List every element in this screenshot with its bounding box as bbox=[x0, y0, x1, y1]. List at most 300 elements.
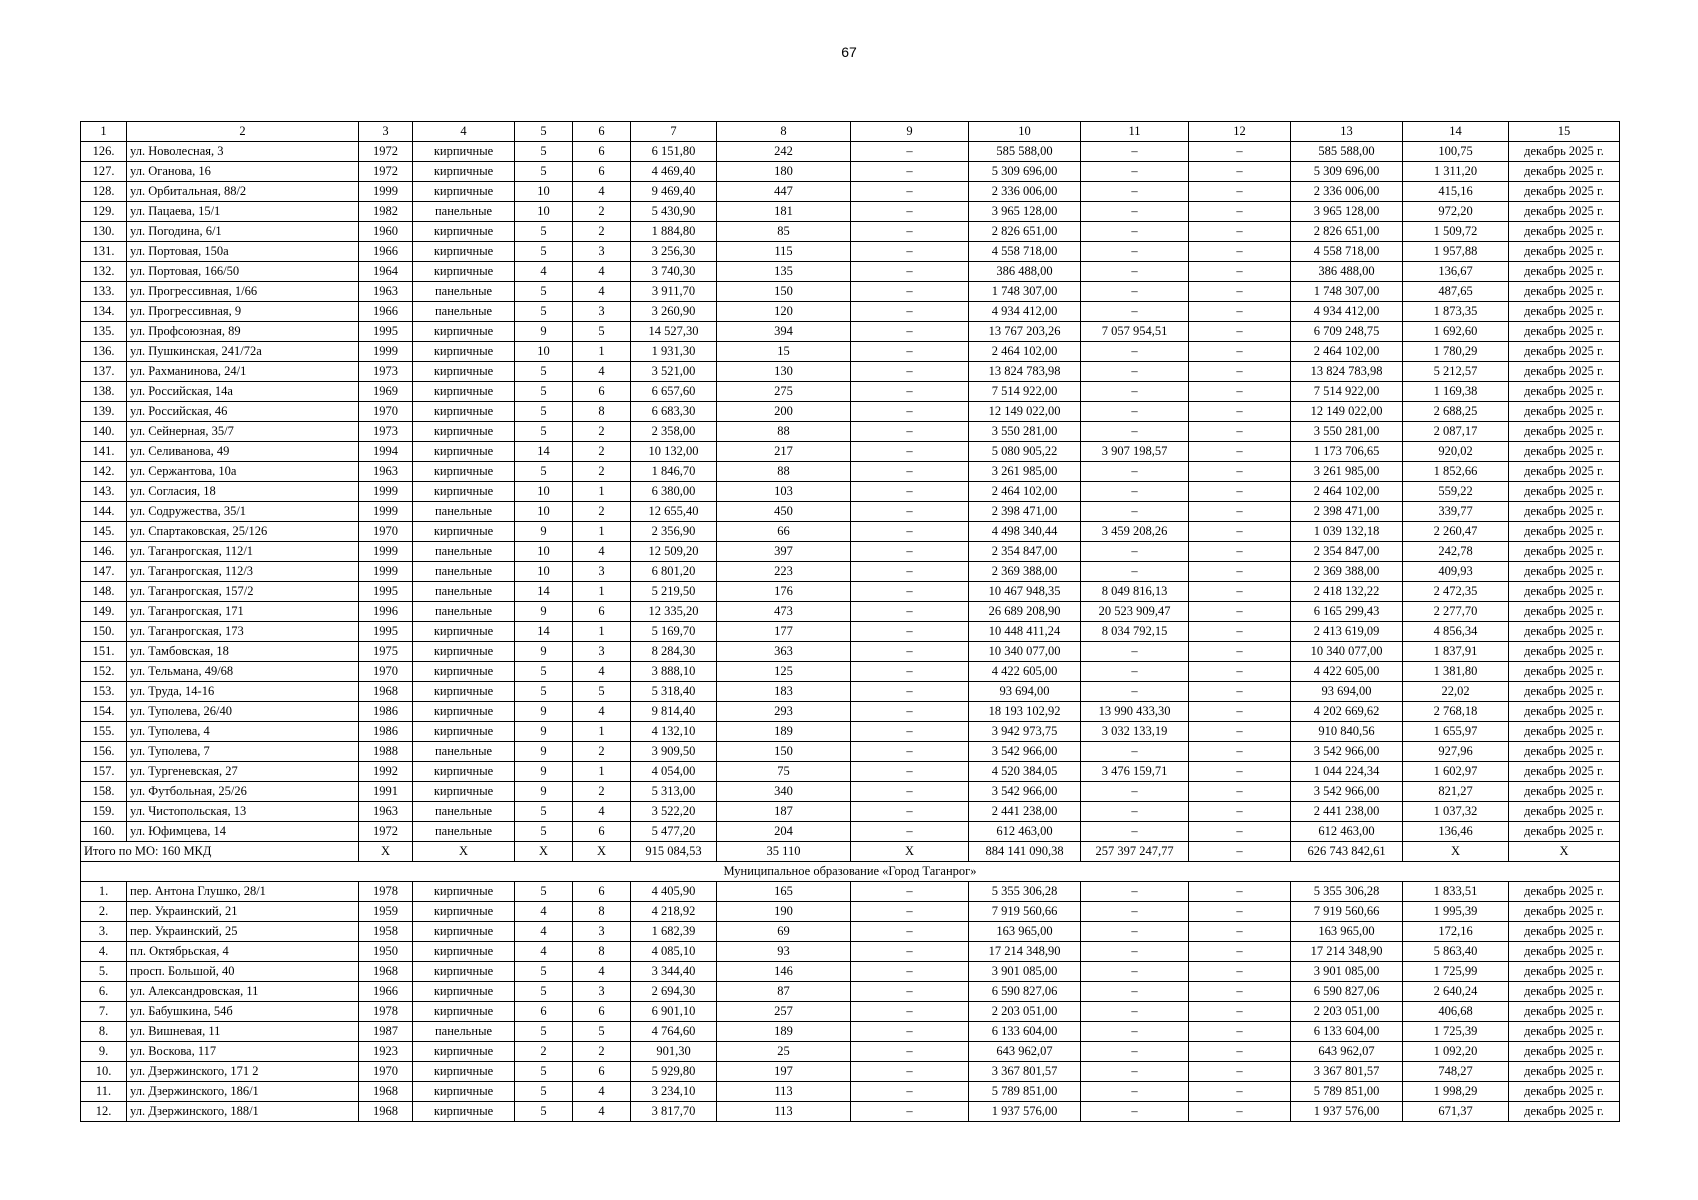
table-cell: 1970 bbox=[359, 522, 413, 542]
table-cell: 3 817,70 bbox=[631, 1102, 717, 1122]
table-cell: декабрь 2025 г. bbox=[1509, 222, 1620, 242]
table-cell: 397 bbox=[717, 542, 851, 562]
table-cell: 2 bbox=[515, 1042, 573, 1062]
table-cell: 5 bbox=[515, 362, 573, 382]
table-cell: 93 bbox=[717, 942, 851, 962]
table-cell: 5 313,00 bbox=[631, 782, 717, 802]
table-cell: 140. bbox=[81, 422, 127, 442]
table-cell: декабрь 2025 г. bbox=[1509, 782, 1620, 802]
table-cell: 2 369 388,00 bbox=[1291, 562, 1403, 582]
table-cell: 139. bbox=[81, 402, 127, 422]
table-cell: – bbox=[851, 1042, 969, 1062]
table-cell: 450 bbox=[717, 502, 851, 522]
table-cell: 1 bbox=[573, 582, 631, 602]
table-cell: 1987 bbox=[359, 1022, 413, 1042]
table-cell: – bbox=[1081, 402, 1189, 422]
table-cell: 127. bbox=[81, 162, 127, 182]
table-cell: ул. Профсоюзная, 89 bbox=[127, 322, 359, 342]
table-cell: 3 907 198,57 bbox=[1081, 442, 1189, 462]
table-cell: 10 bbox=[515, 202, 573, 222]
table-row bbox=[81, 242, 1620, 262]
table-cell: 88 bbox=[717, 462, 851, 482]
table-cell: 1 852,66 bbox=[1403, 462, 1509, 482]
table-cell: 10 bbox=[515, 562, 573, 582]
table-cell: панельные bbox=[413, 302, 515, 322]
table-cell: – bbox=[1081, 482, 1189, 502]
table-cell: 275 bbox=[717, 382, 851, 402]
table-cell: 9 bbox=[515, 642, 573, 662]
table-cell: ул. Тельмана, 49/68 bbox=[127, 662, 359, 682]
table-row bbox=[81, 682, 1620, 702]
table-cell: ул. Сейнерная, 35/7 bbox=[127, 422, 359, 442]
table-cell: 1. bbox=[81, 882, 127, 902]
table-cell: 242 bbox=[717, 142, 851, 162]
table-cell: 2 336 006,00 bbox=[969, 182, 1081, 202]
table-cell: кирпичные bbox=[413, 662, 515, 682]
table-cell: 14 bbox=[515, 622, 573, 642]
table-cell: ул. Таганрогская, 157/2 bbox=[127, 582, 359, 602]
table-cell: кирпичные bbox=[413, 922, 515, 942]
table-cell: 2 441 238,00 bbox=[969, 802, 1081, 822]
table-cell: декабрь 2025 г. bbox=[1509, 962, 1620, 982]
table-cell: 5 bbox=[515, 962, 573, 982]
table-cell: 8 034 792,15 bbox=[1081, 622, 1189, 642]
table-cell: 1999 bbox=[359, 562, 413, 582]
table-cell: 2 203 051,00 bbox=[969, 1002, 1081, 1022]
table-cell: 1 873,35 bbox=[1403, 302, 1509, 322]
table-cell: 406,68 bbox=[1403, 1002, 1509, 1022]
table-cell: ул. Дзержинского, 171 2 bbox=[127, 1062, 359, 1082]
table-cell: – bbox=[851, 1022, 969, 1042]
table-cell: 748,27 bbox=[1403, 1062, 1509, 1082]
table-cell: 1988 bbox=[359, 742, 413, 762]
table-cell: 113 bbox=[717, 1082, 851, 1102]
table-cell: 3 bbox=[573, 642, 631, 662]
table-cell: декабрь 2025 г. bbox=[1509, 562, 1620, 582]
table-cell: – bbox=[1189, 942, 1291, 962]
table-cell: просп. Большой, 40 bbox=[127, 962, 359, 982]
table-cell: 559,22 bbox=[1403, 482, 1509, 502]
table-cell: – bbox=[851, 182, 969, 202]
table-cell: декабрь 2025 г. bbox=[1509, 1042, 1620, 1062]
table-cell: – bbox=[851, 162, 969, 182]
table-cell: – bbox=[1189, 182, 1291, 202]
table-cell: 1995 bbox=[359, 322, 413, 342]
table-cell: 1972 bbox=[359, 822, 413, 842]
table-cell: 25 bbox=[717, 1042, 851, 1062]
table-cell: 138. bbox=[81, 382, 127, 402]
table-cell: 157. bbox=[81, 762, 127, 782]
table-cell: 4 558 718,00 bbox=[1291, 242, 1403, 262]
table-cell: 5 789 851,00 bbox=[969, 1082, 1081, 1102]
table-cell: 3 909,50 bbox=[631, 742, 717, 762]
table-cell: 4 469,40 bbox=[631, 162, 717, 182]
table-cell: – bbox=[851, 242, 969, 262]
table-row bbox=[81, 202, 1620, 222]
table-cell: панельные bbox=[413, 562, 515, 582]
table-cell: 17 214 348,90 bbox=[969, 942, 1081, 962]
table-cell: 10. bbox=[81, 1062, 127, 1082]
table-cell: 9 bbox=[515, 702, 573, 722]
table-cell: 2 bbox=[573, 442, 631, 462]
table-cell: панельные bbox=[413, 742, 515, 762]
table-cell: 1960 bbox=[359, 222, 413, 242]
table-cell: – bbox=[1189, 382, 1291, 402]
table-cell: – bbox=[851, 902, 969, 922]
table-cell: – bbox=[851, 322, 969, 342]
table-cell: 3 542 966,00 bbox=[1291, 782, 1403, 802]
table-cell: 394 bbox=[717, 322, 851, 342]
table-cell: 204 bbox=[717, 822, 851, 842]
table-cell: – bbox=[1189, 442, 1291, 462]
table-cell: – bbox=[1189, 362, 1291, 382]
table-cell: 3 bbox=[573, 982, 631, 1002]
register-table bbox=[80, 121, 1620, 1122]
table-cell: 2 bbox=[573, 502, 631, 522]
table-cell: 1 995,39 bbox=[1403, 902, 1509, 922]
table-cell: 181 bbox=[717, 202, 851, 222]
table-cell: 920,02 bbox=[1403, 442, 1509, 462]
table-cell: 3 367 801,57 bbox=[969, 1062, 1081, 1082]
table-cell: 10 bbox=[515, 542, 573, 562]
section-title: Муниципальное образование «Город Таганрог» bbox=[81, 862, 1620, 882]
table-cell: 2 398 471,00 bbox=[969, 502, 1081, 522]
table-cell: 4 bbox=[573, 962, 631, 982]
table-cell: декабрь 2025 г. bbox=[1509, 882, 1620, 902]
table-cell: 5 169,70 bbox=[631, 622, 717, 642]
table-cell: 4 054,00 bbox=[631, 762, 717, 782]
table-cell: 5 309 696,00 bbox=[1291, 162, 1403, 182]
table-cell: декабрь 2025 г. bbox=[1509, 1062, 1620, 1082]
table-cell: 3. bbox=[81, 922, 127, 942]
table-cell: 1 bbox=[573, 482, 631, 502]
table-cell: декабрь 2025 г. bbox=[1509, 362, 1620, 382]
table-cell: 5 bbox=[515, 302, 573, 322]
table-cell: 1 bbox=[573, 622, 631, 642]
table-cell: ул. Чистопольская, 13 bbox=[127, 802, 359, 822]
table-cell: ул. Туполева, 26/40 bbox=[127, 702, 359, 722]
table-row bbox=[81, 482, 1620, 502]
table-cell: 9 469,40 bbox=[631, 182, 717, 202]
table-cell: 1 173 706,65 bbox=[1291, 442, 1403, 462]
table-cell: 3 032 133,19 bbox=[1081, 722, 1189, 742]
table-cell: – bbox=[1081, 742, 1189, 762]
table-cell: декабрь 2025 г. bbox=[1509, 382, 1620, 402]
table-cell: 4 218,92 bbox=[631, 902, 717, 922]
table-cell: – bbox=[1081, 542, 1189, 562]
table-cell: 10 467 948,35 bbox=[969, 582, 1081, 602]
table-cell: – bbox=[851, 782, 969, 802]
table-cell: – bbox=[851, 502, 969, 522]
table-cell: – bbox=[1081, 1082, 1189, 1102]
table-cell: 1986 bbox=[359, 702, 413, 722]
table-cell: – bbox=[1189, 202, 1291, 222]
table-cell: 8 bbox=[573, 402, 631, 422]
table-cell: 4 bbox=[573, 1082, 631, 1102]
table-cell: 144. bbox=[81, 502, 127, 522]
table-cell: 2 826 651,00 bbox=[1291, 222, 1403, 242]
table-cell: – bbox=[1189, 802, 1291, 822]
table-cell: ул. Таганрогская, 173 bbox=[127, 622, 359, 642]
total-cell: X bbox=[851, 842, 969, 862]
table-cell: – bbox=[851, 662, 969, 682]
table-cell: 3 965 128,00 bbox=[1291, 202, 1403, 222]
table-cell: 197 bbox=[717, 1062, 851, 1082]
table-cell: 1999 bbox=[359, 482, 413, 502]
table-cell: 10 bbox=[515, 342, 573, 362]
table-cell: 293 bbox=[717, 702, 851, 722]
table-cell: 151. bbox=[81, 642, 127, 662]
table-cell: 1 169,38 bbox=[1403, 382, 1509, 402]
column-number: 10 bbox=[969, 122, 1081, 142]
table-cell: – bbox=[851, 262, 969, 282]
table-cell: 5 bbox=[515, 802, 573, 822]
table-cell: декабрь 2025 г. bbox=[1509, 242, 1620, 262]
table-cell: 2 472,35 bbox=[1403, 582, 1509, 602]
table-cell: 103 bbox=[717, 482, 851, 502]
table-cell: ул. Прогрессивная, 1/66 bbox=[127, 282, 359, 302]
table-cell: 85 bbox=[717, 222, 851, 242]
table-cell: 1968 bbox=[359, 1102, 413, 1122]
table-cell: – bbox=[1189, 582, 1291, 602]
table-cell: кирпичные bbox=[413, 242, 515, 262]
table-cell: 4 bbox=[573, 1102, 631, 1122]
table-cell: панельные bbox=[413, 542, 515, 562]
table-cell: 3 911,70 bbox=[631, 282, 717, 302]
table-cell: 2 441 238,00 bbox=[1291, 802, 1403, 822]
table-row bbox=[81, 722, 1620, 742]
table-cell: 136,46 bbox=[1403, 822, 1509, 842]
section-title-row bbox=[81, 862, 1620, 882]
table-cell: 6. bbox=[81, 982, 127, 1002]
table-cell: – bbox=[851, 602, 969, 622]
table-cell: 2 688,25 bbox=[1403, 402, 1509, 422]
table-cell: 1 692,60 bbox=[1403, 322, 1509, 342]
table-cell: 1 682,39 bbox=[631, 922, 717, 942]
table-cell: – bbox=[1189, 662, 1291, 682]
table-cell: 2 640,24 bbox=[1403, 982, 1509, 1002]
table-cell: 1966 bbox=[359, 982, 413, 1002]
table-cell: кирпичные bbox=[413, 902, 515, 922]
table-cell: 187 bbox=[717, 802, 851, 822]
table-cell: 6 380,00 bbox=[631, 482, 717, 502]
table-cell: 14 bbox=[515, 582, 573, 602]
table-cell: 130. bbox=[81, 222, 127, 242]
table-cell: 1963 bbox=[359, 802, 413, 822]
table-cell: 2 464 102,00 bbox=[969, 342, 1081, 362]
total-cell: X bbox=[515, 842, 573, 862]
table-cell: панельные bbox=[413, 502, 515, 522]
table-cell: 136. bbox=[81, 342, 127, 362]
table-cell: декабрь 2025 г. bbox=[1509, 322, 1620, 342]
table-cell: 927,96 bbox=[1403, 742, 1509, 762]
table-cell: – bbox=[1081, 662, 1189, 682]
table-cell: 17 214 348,90 bbox=[1291, 942, 1403, 962]
table-cell: 1 bbox=[573, 722, 631, 742]
table-cell: 4 bbox=[573, 182, 631, 202]
table-cell: – bbox=[1081, 302, 1189, 322]
table-cell: кирпичные bbox=[413, 782, 515, 802]
table-cell: 6 bbox=[573, 162, 631, 182]
table-cell: декабрь 2025 г. bbox=[1509, 342, 1620, 362]
table-cell: – bbox=[1081, 1042, 1189, 1062]
table-row bbox=[81, 982, 1620, 1002]
table-cell: 5 bbox=[515, 422, 573, 442]
table-cell: 6 901,10 bbox=[631, 1002, 717, 1022]
table-cell: – bbox=[1081, 642, 1189, 662]
table-cell: 176 bbox=[717, 582, 851, 602]
table-row bbox=[81, 522, 1620, 542]
table-cell: 134. bbox=[81, 302, 127, 322]
table-cell: 13 990 433,30 bbox=[1081, 702, 1189, 722]
table-cell: декабрь 2025 г. bbox=[1509, 602, 1620, 622]
table-cell: 5 bbox=[515, 142, 573, 162]
table-row bbox=[81, 222, 1620, 242]
table-cell: декабрь 2025 г. bbox=[1509, 822, 1620, 842]
table-row bbox=[81, 942, 1620, 962]
table-cell: – bbox=[1081, 282, 1189, 302]
table-cell: – bbox=[851, 762, 969, 782]
table-cell: декабрь 2025 г. bbox=[1509, 402, 1620, 422]
table-cell: 217 bbox=[717, 442, 851, 462]
table-cell: 152. bbox=[81, 662, 127, 682]
table-cell: кирпичные bbox=[413, 522, 515, 542]
table-cell: 1969 bbox=[359, 382, 413, 402]
table-cell: – bbox=[1189, 762, 1291, 782]
total-cell: X bbox=[413, 842, 515, 862]
table-cell: 6 133 604,00 bbox=[969, 1022, 1081, 1042]
table-cell: – bbox=[1189, 1062, 1291, 1082]
table-cell: 1964 bbox=[359, 262, 413, 282]
table-cell: 3 bbox=[573, 302, 631, 322]
table-cell: 2 826 651,00 bbox=[969, 222, 1081, 242]
table-cell: 3 942 973,75 bbox=[969, 722, 1081, 742]
table-cell: – bbox=[1081, 142, 1189, 162]
table-cell: ул. Бабушкина, 54б bbox=[127, 1002, 359, 1022]
table-row bbox=[81, 1062, 1620, 1082]
table-cell: – bbox=[1189, 242, 1291, 262]
table-cell: 643 962,07 bbox=[1291, 1042, 1403, 1062]
table-cell: 12 335,20 bbox=[631, 602, 717, 622]
table-cell: 1963 bbox=[359, 462, 413, 482]
table-cell: – bbox=[1189, 882, 1291, 902]
table-cell: декабрь 2025 г. bbox=[1509, 582, 1620, 602]
table-cell: 1959 bbox=[359, 902, 413, 922]
table-cell: – bbox=[851, 442, 969, 462]
table-cell: 4 bbox=[573, 662, 631, 682]
table-cell: кирпичные bbox=[413, 882, 515, 902]
table-cell: 20 523 909,47 bbox=[1081, 602, 1189, 622]
table-cell: 8 bbox=[573, 902, 631, 922]
table-cell: 1973 bbox=[359, 422, 413, 442]
table-cell: ул. Труда, 14-16 bbox=[127, 682, 359, 702]
table-cell: – bbox=[1081, 982, 1189, 1002]
table-cell: – bbox=[1189, 722, 1291, 742]
table-cell: ул. Рахманинова, 24/1 bbox=[127, 362, 359, 382]
table-cell: 5 bbox=[515, 462, 573, 482]
column-number: 5 bbox=[515, 122, 573, 142]
table-cell: кирпичные bbox=[413, 1082, 515, 1102]
table-cell: 1 bbox=[573, 522, 631, 542]
total-cell: 257 397 247,77 bbox=[1081, 842, 1189, 862]
table-cell: декабрь 2025 г. bbox=[1509, 162, 1620, 182]
table-cell: 4 558 718,00 bbox=[969, 242, 1081, 262]
table-cell: ул. Портовая, 166/50 bbox=[127, 262, 359, 282]
table-cell: панельные bbox=[413, 802, 515, 822]
table-cell: 7 919 560,66 bbox=[969, 902, 1081, 922]
table-cell: 1 937 576,00 bbox=[1291, 1102, 1403, 1122]
table-cell: 6 590 827,06 bbox=[1291, 982, 1403, 1002]
table-cell: декабрь 2025 г. bbox=[1509, 802, 1620, 822]
column-number: 12 bbox=[1189, 122, 1291, 142]
table-cell: 9 bbox=[515, 762, 573, 782]
table-cell: декабрь 2025 г. bbox=[1509, 302, 1620, 322]
table-cell: 14 527,30 bbox=[631, 322, 717, 342]
table-cell: 5 bbox=[515, 222, 573, 242]
table-cell: 13 824 783,98 bbox=[969, 362, 1081, 382]
table-cell: – bbox=[1189, 462, 1291, 482]
table-cell: – bbox=[1189, 602, 1291, 622]
table-cell: 5 bbox=[515, 882, 573, 902]
total-cell: 884 141 090,38 bbox=[969, 842, 1081, 862]
table-cell: 5 430,90 bbox=[631, 202, 717, 222]
table-cell: 3 261 985,00 bbox=[969, 462, 1081, 482]
table-row bbox=[81, 382, 1620, 402]
table-cell: ул. Российская, 46 bbox=[127, 402, 359, 422]
table-row bbox=[81, 1022, 1620, 1042]
table-cell: 7 514 922,00 bbox=[1291, 382, 1403, 402]
table-cell: 1972 bbox=[359, 162, 413, 182]
table-cell: 2 464 102,00 bbox=[1291, 482, 1403, 502]
table-cell: 6 bbox=[573, 382, 631, 402]
table-cell: – bbox=[1189, 902, 1291, 922]
table-cell: 6 683,30 bbox=[631, 402, 717, 422]
table-cell: декабрь 2025 г. bbox=[1509, 182, 1620, 202]
column-number: 8 bbox=[717, 122, 851, 142]
table-cell: 2 768,18 bbox=[1403, 702, 1509, 722]
table-cell: – bbox=[1189, 322, 1291, 342]
table-cell: 585 588,00 bbox=[969, 142, 1081, 162]
table-cell: 9 bbox=[515, 522, 573, 542]
table-cell: – bbox=[1189, 702, 1291, 722]
table-cell: 5 789 851,00 bbox=[1291, 1082, 1403, 1102]
table-cell: – bbox=[1189, 1102, 1291, 1122]
table-cell: – bbox=[851, 282, 969, 302]
table-cell: 1995 bbox=[359, 622, 413, 642]
table-cell: 4 132,10 bbox=[631, 722, 717, 742]
table-cell: 1 931,30 bbox=[631, 342, 717, 362]
table-cell: 147. bbox=[81, 562, 127, 582]
table-cell: 135 bbox=[717, 262, 851, 282]
table-cell: 136,67 bbox=[1403, 262, 1509, 282]
table-cell: кирпичные bbox=[413, 622, 515, 642]
table-cell: 128. bbox=[81, 182, 127, 202]
table-cell: 1 957,88 bbox=[1403, 242, 1509, 262]
table-cell: 671,37 bbox=[1403, 1102, 1509, 1122]
table-cell: 5 bbox=[515, 382, 573, 402]
table-cell: – bbox=[851, 222, 969, 242]
table-cell: 2 203 051,00 bbox=[1291, 1002, 1403, 1022]
table-cell: 2 bbox=[573, 462, 631, 482]
table-cell: – bbox=[1081, 562, 1189, 582]
total-row bbox=[81, 842, 1620, 862]
table-cell: 10 bbox=[515, 482, 573, 502]
table-cell: кирпичные bbox=[413, 142, 515, 162]
table-cell: ул. Футбольная, 25/26 bbox=[127, 782, 359, 802]
table-cell: декабрь 2025 г. bbox=[1509, 982, 1620, 1002]
table-cell: кирпичные bbox=[413, 222, 515, 242]
table-cell: – bbox=[1189, 302, 1291, 322]
